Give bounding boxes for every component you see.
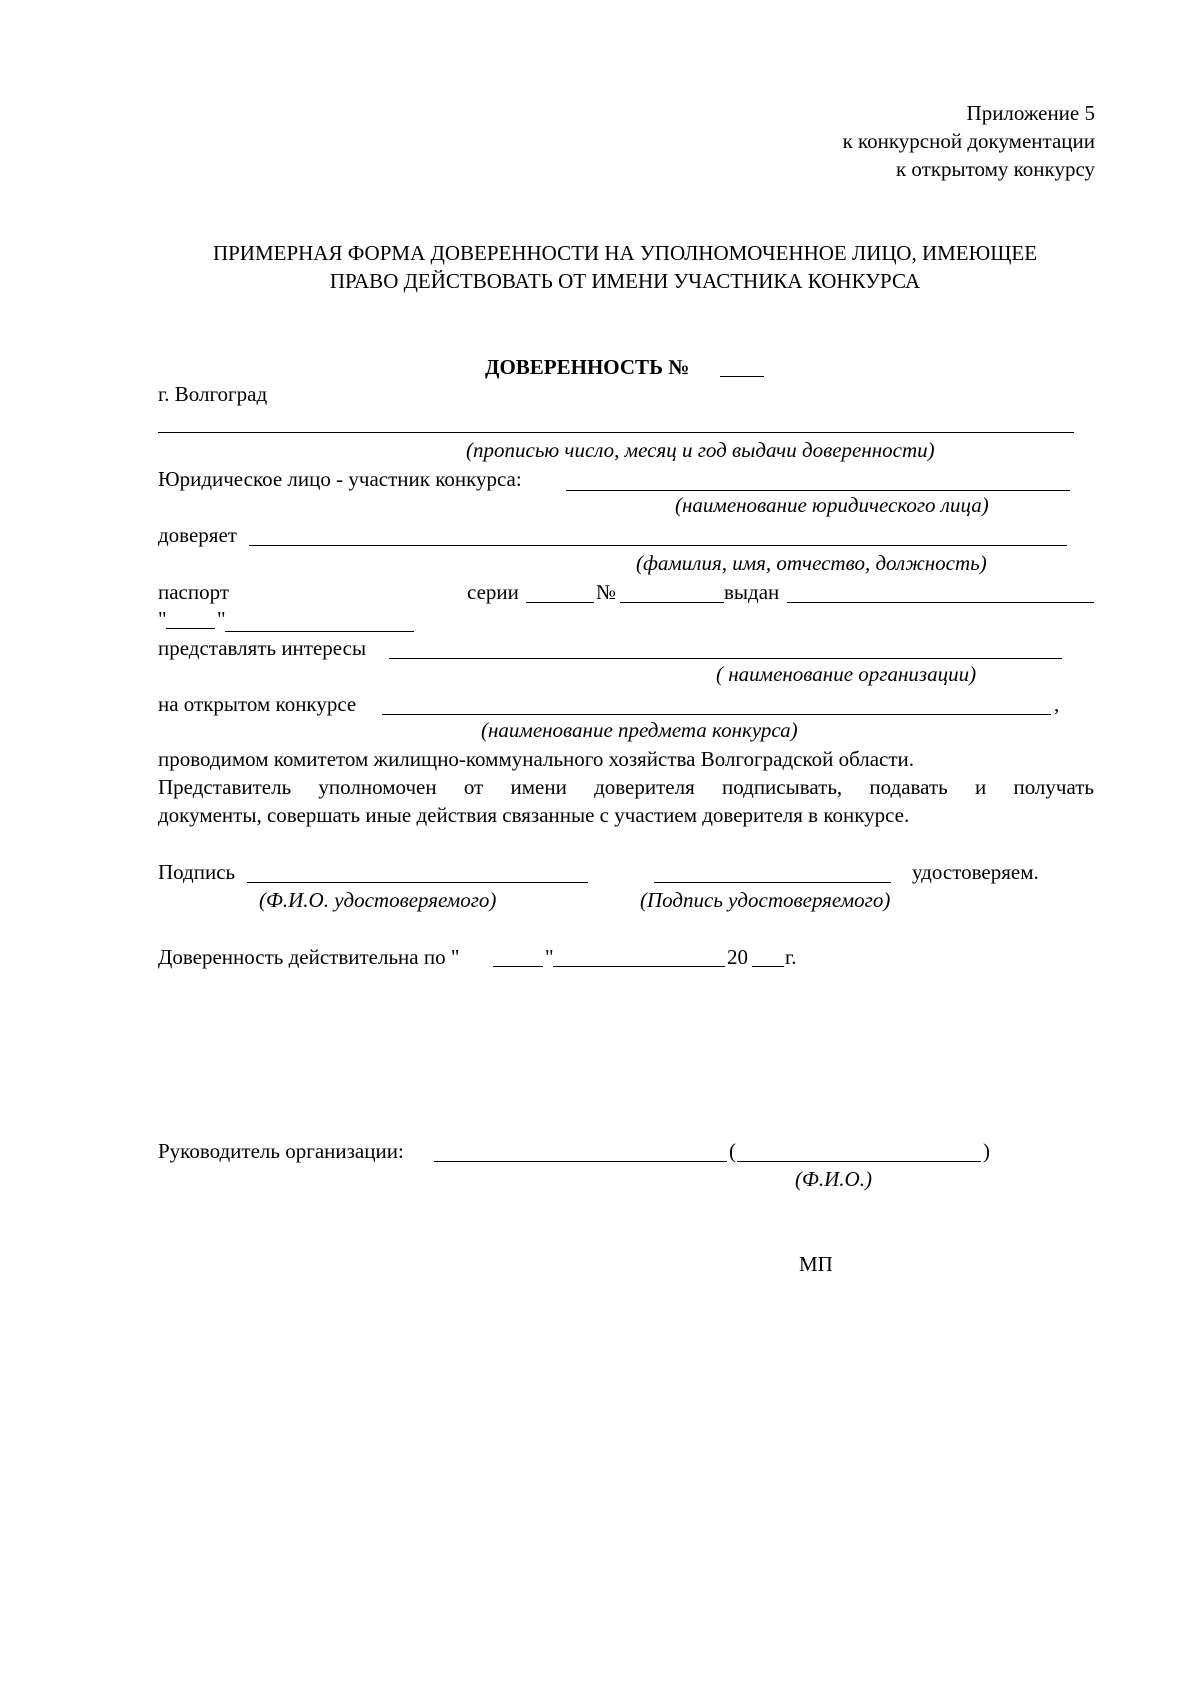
represent-label: представлять интересы: [158, 636, 367, 660]
issue-date-quote-close: ": [217, 607, 226, 631]
head-signature-line[interactable]: [434, 1161, 727, 1162]
legal-entity-hint: (наименование юридического лица): [675, 493, 989, 517]
body-line-1: проводимом комитетом жилищно-коммунального хозяйства Волгоградской области.: [158, 747, 915, 771]
subject-hint: (наименование предмета конкурса): [481, 718, 798, 742]
body-para-line-2: документы, совершать иные действия связанные с участием доверителя в конкурсе.: [158, 803, 910, 827]
issue-day-line[interactable]: [166, 628, 215, 629]
organization-hint: ( наименование организации): [716, 662, 977, 686]
validity-label: Доверенность действительна по ": [158, 945, 460, 969]
validity-quote-close: ": [545, 945, 554, 969]
date-line[interactable]: [158, 432, 1074, 433]
validity-day-line[interactable]: [493, 966, 543, 967]
doc-title: ДОВЕРЕННОСТЬ №: [485, 355, 690, 379]
signature-certified-hint: (Подпись удостоверяемого): [640, 888, 891, 912]
passport-issued-line[interactable]: [787, 602, 1094, 603]
certify-text: удостоверяем.: [912, 860, 1039, 884]
trusts-line[interactable]: [249, 545, 1067, 546]
body-para-line-1: Представитель уполномочен от имени доверителя подписывать, подавать и получать: [158, 775, 1094, 799]
form-heading-line-1: ПРИМЕРНАЯ ФОРМА ДОВЕРЕННОСТИ НА УПОЛНОМОЧЕННОЕ ЛИЦО, ИМЕЮЩЕЕ: [212, 241, 1038, 265]
fio-certified-hint: (Ф.И.О. удостоверяемого): [259, 888, 497, 912]
head-paren-close: ): [983, 1139, 990, 1163]
validity-year-line[interactable]: [752, 966, 784, 967]
issue-month-year-line[interactable]: [225, 631, 414, 632]
head-fio-line[interactable]: [737, 1161, 981, 1162]
doc-number-line[interactable]: [720, 376, 764, 377]
validity-year-suffix: г.: [785, 945, 797, 969]
form-heading-line-2: ПРАВО ДЕЙСТВОВАТЬ ОТ ИМЕНИ УЧАСТНИКА КОНКУРСА: [329, 269, 921, 293]
validity-month-line[interactable]: [553, 966, 725, 967]
signature-label: Подпись: [158, 860, 236, 884]
represent-line[interactable]: [389, 658, 1062, 659]
appendix-line-3: к открытому конкурсу: [895, 157, 1095, 181]
contest-label: на открытом конкурсе: [158, 692, 357, 716]
passport-series-line[interactable]: [526, 602, 594, 603]
contest-line[interactable]: [382, 714, 1051, 715]
city: г. Волгоград: [158, 382, 268, 406]
appendix-line-1: Приложение 5: [966, 101, 1095, 125]
issue-date-quote-open: ": [158, 607, 167, 631]
stamp-place: МП: [799, 1252, 833, 1276]
legal-entity-label: Юридическое лицо - участник конкурса:: [158, 467, 522, 491]
passport-number-label: №: [596, 580, 617, 604]
date-hint: (прописью число, месяц и год выдачи доверенности): [466, 438, 935, 462]
head-paren-open: (: [729, 1139, 736, 1163]
passport-series-label: серии: [467, 580, 519, 604]
head-label: Руководитель организации:: [158, 1139, 404, 1163]
passport-label: паспорт: [158, 580, 230, 604]
legal-entity-line[interactable]: [566, 490, 1070, 491]
validity-century: 20: [727, 945, 748, 969]
passport-issued-label: выдан: [724, 580, 780, 604]
trusts-label: доверяет: [158, 523, 237, 547]
contest-comma: ,: [1054, 692, 1060, 716]
appendix-line-2: к конкурсной документации: [842, 129, 1095, 153]
signature-line[interactable]: [654, 882, 891, 883]
fio-hint: (Ф.И.О.): [795, 1167, 872, 1191]
passport-number-line[interactable]: [620, 602, 724, 603]
person-hint: (фамилия, имя, отчество, должность): [636, 551, 987, 575]
signature-fio-line[interactable]: [247, 882, 588, 883]
